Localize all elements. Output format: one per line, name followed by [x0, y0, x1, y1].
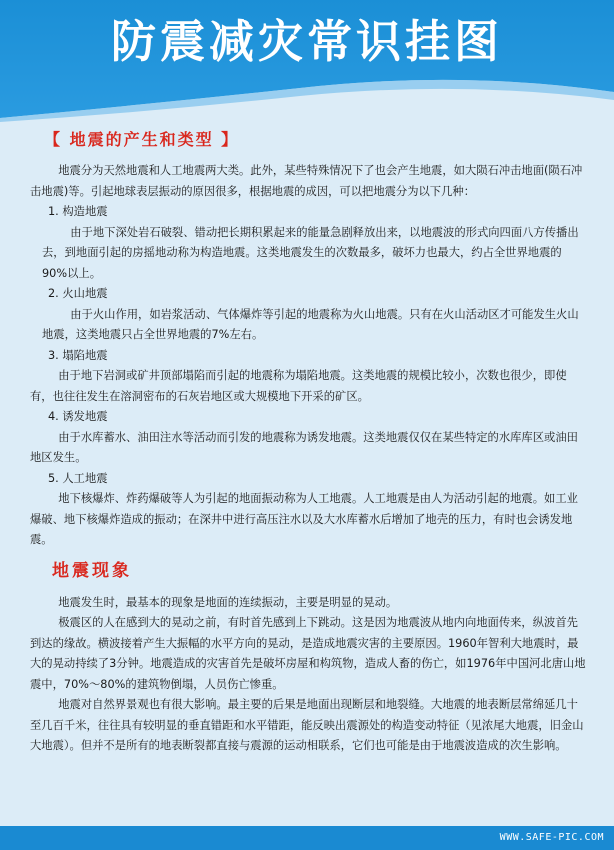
item-heading: 4. 诱发地震: [48, 410, 108, 423]
header-banner: [0, 0, 614, 122]
item-text: 由于水库蓄水、油田注水等活动而引发的地震称为诱发地震。这类地震仅仅在某些特定的水库库区或油田地区发生。: [30, 430, 578, 464]
section1-intro: 地震分为天然地震和人工地震两大类。此外，某些特殊情况下了也会产生地震，如大陨石冲击地面(陨石冲击地震)等。引起地球表层振动的原因很多，根据地震的成因，可以把地震分为以下几种：: [30, 164, 583, 198]
page-title: 防震减灾常识挂图: [110, 15, 503, 68]
item-heading: 2. 火山地震: [48, 287, 108, 300]
section2-paragraph: 极震区的人在感到大的晃动之前，有时首先感到上下跳动。这是因为地震波从地内向地面传来，纵波首先到达的缘故。横波接着产生大振幅的水平方向的晃动，是造成地震灾害的主要原因。1960年智利大地震时，最大的晃动持续了3分钟。地震造成的灾害首先是破坏房屋和构筑物，造成人畜的伤亡，如1976年中国河北唐山地震中，70%～80%的建筑物倒塌，人员伤亡惨重。: [30, 616, 586, 691]
item-text: 由于地下深处岩石破裂、错动把长期积累起来的能量急剧释放出来，以地震波的形式向四面八方传播出去，到地面引起的房摇地动称为构造地震。这类地震发生的次数最多，破坏力也最大，约占全世界地震的90%以上。: [42, 225, 579, 280]
watermark-text: WWW.SAFE-PIC.COM: [499, 832, 604, 843]
section1-title: 【 地震的产生和类型 】: [44, 130, 240, 149]
item-text: 由于火山作用，如岩浆活动、气体爆炸等引起的地震称为火山地震。只有在火山活动区才可能发生火山地震，这类地震只占全世界地震的7%左右。: [42, 307, 579, 341]
section2-title: 地震现象: [52, 560, 132, 581]
item-heading: 1. 构造地震: [48, 205, 108, 218]
item-heading: 5. 人工地震: [48, 471, 108, 485]
section2-paragraph: 地震发生时，最基本的现象是地面的连续振动，主要是明显的晃动。: [58, 595, 398, 609]
item-text: 地下核爆炸、炸药爆破等人为引起的地面振动称为人工地震。人工地震是由人为活动引起的地震。如工业爆破、地下核爆炸造成的振动；在深井中进行高压注水以及大水库蓄水后增加了地壳的压力，有时也会诱发地震。: [30, 492, 578, 546]
item-text: 由于地下岩洞或矿井顶部塌陷而引起的地震称为塌陷地震。这类地震的规模比较小，次数也很少，即使有，也往往发生在溶洞密布的石灰岩地区或大规模地下开采的矿区。: [30, 369, 567, 403]
section2-paragraph: 地震对自然界景观也有很大影响。最主要的后果是地面出现断层和地裂缝。大地震的地表断层常绵延几十至几百千米，往往具有较明显的垂直错距和水平错距，能反映出震源处的构造变动特征（见浓尾大地震，旧金山大地震）。但并不是所有的地表断裂都直接与震源的运动相联系，它们也可能是由于地震波造成的次生影响。: [30, 698, 584, 752]
content-area: [30, 124, 586, 757]
item-heading: 3. 塌陷地震: [48, 348, 108, 362]
